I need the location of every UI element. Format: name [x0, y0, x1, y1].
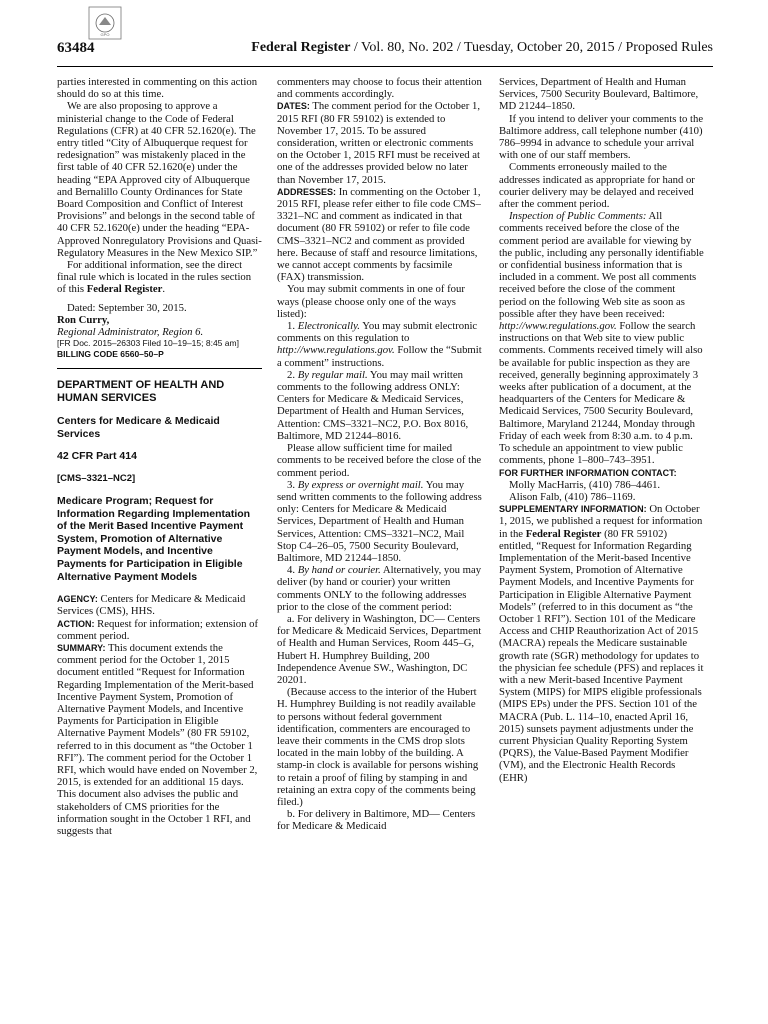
contact: Molly MacHarris, (410) 786–4461. — [509, 478, 661, 491]
department-heading: DEPARTMENT OF HEALTH AND HUMAN SERVICES — [57, 379, 225, 405]
action-line: ACTION: Request for information; extension of comment period. — [57, 617, 259, 642]
subagency-heading: Centers for Medicare & Medicaid Services — [57, 415, 220, 440]
paragraph: If you intend to deliver your comments to the Baltimore address, call telephone number (410) 786–9994 in advance to schedule your arrival with one of our staff members. — [499, 112, 704, 162]
running-title — [251, 40, 713, 56]
header-rule — [57, 66, 713, 67]
signer-name: Ron Curry, — [57, 313, 110, 326]
document-title: Medicare Program; Request for Information Regarding Implementation of the Merit Based Incentive Payment System, Promotion of Alternative Payment Models, and Incentive Payments for Participation in Eligible Alternative Payment Models — [57, 494, 251, 583]
paragraph: We are also proposing to approve a ministerial change to the Code of Federal Regulations (CFR) at 40 CFR 52.1620(e). The entry titled “City of Albuquerque request for redesignation” was mistakenly placed in the first table of 40 CFR 52.1620(e) under the heading “EPA Approved city of Albuquerque and Bernalillo County Ordinances for State Board Composition and Conflict of Interest Provisions” and belongs in the second table of 40 CFR 52.1620(e) under the heading “EPA-Approved Nonregulatory Provisions and Quasi-Regulatory Measures in the New Mexico SIP.” — [57, 100, 262, 259]
paragraph: a. For delivery in Washington, DC— Centers for Medicare & Medicaid Services, Department of Health and Human Services, Room 445–G, Hubert H. Humphrey Building, 200 Independence Avenue SW., Washington, DC 20201. — [277, 612, 482, 686]
further-info-heading: FOR FURTHER INFORMATION CONTACT: — [499, 467, 677, 478]
paragraph: Please allow sufficient time for mailed comments to be received before the close of the comment period. — [277, 442, 482, 479]
billing-code: BILLING CODE 6560–50–P — [57, 349, 164, 360]
page-header — [57, 40, 713, 60]
paragraph: You may submit comments in one of four ways (please choose only one of the ways listed): — [277, 283, 465, 320]
list-item: 1. Electronically. You may submit electronic comments on this regulation to http://www.regulations.gov. Follow the “Submit a comment” instructions. — [277, 320, 482, 369]
docket-number: [CMS–3321–NC2] — [57, 472, 136, 484]
regulations-link: http://www.regulations.gov. — [499, 320, 617, 333]
paragraph: Services, Department of Health and Human Services, 7500 Security Boulevard, Baltimore, MD 21244–1850. — [499, 76, 699, 113]
fr-doc-line: [FR Doc. 2015–26303 Filed 10–19–15; 8:45 am] — [57, 338, 239, 349]
column-3 — [499, 76, 704, 784]
column-1 — [57, 76, 262, 837]
publication-name: Federal Register — [251, 40, 351, 55]
column-2 — [277, 76, 482, 833]
supplementary-information: SUPPLEMENTARY INFORMATION: On October 1, 2015, we published a request for information in the Federal Register (80 FR 59102) entitled, “Request for Information Regarding Implementation of the Merit-based Incentive Payment System, Promotion of Alternative Payment Models, and Incentive Payments for Participation in Eligible Alternative Payment Models” (referred to in this document as “the October 1 RFI”). Section 101 of the Medicare Access and CHIP Reauthorization Act of 2015 (MACRA) repeals the Medicare sustainable growth rate (SGR) methodology for updates to the physician fee schedule (PFS) and replaces it with a new Merit-based Incentive Payment System (MIPS) for MIPS eligible professionals (MIPS EPs) under the PFS. Section 101 of the MACRA (Pub. L. 114–10, enacted April 16, 2015) sunsets payment adjustments under the current Physician Quality Reporting System (PQRS), the Value-Based Payment Modifier (VM), and the Electronic Health Records (EHR) — [499, 503, 704, 784]
summary: SUMMARY: This document extends the comment period for the October 1, 2015 document entitled “Request for Information Regarding Implementation of the Merit-based Incentive Payment System, Promotion of Alternative Payment Models, and Incentive Payments for Participation in Eligible Alternative Payment Models” (80 FR 59102, referred to in this document as “the October 1 RFI”). The comment period for the October 1 RFI, which would have ended on November 2, 2015, is extended for an additional 15 days. This document also advises the public and stakeholders of CMS priorities for the information sought in the October 1 RFI, and suggests that — [57, 641, 258, 837]
signer-title: Regional Administrator, Region 6. — [57, 326, 204, 339]
cfr-part: 42 CFR Part 414 — [57, 450, 137, 463]
inspection-paragraph: Inspection of Public Comments: All comments received before the close of the comment period are available for viewing by the public, including any personally identifiable or confidential business information that is included in a comment. We post all comments received before the close of the comment period on the following Web site as soon as possible after they have been received: http://www.regulations.gov. Follow the search instructions on that Web site to view public comments. Comments received timely will also be available for public inspection as they are received, generally beginning approximately 3 weeks after publication of a document, at the headquarters of the Centers for Medicare & Medicaid Services, 7500 Security Boulevard, Baltimore, Maryland 21244, Monday through Friday of each week from 8:30 a.m. to 4 p.m. To schedule an appointment to view public comments, phone 1–800–743–3951. — [499, 210, 704, 467]
paragraph: Comments erroneously mailed to the addresses indicated as appropriate for hand or courier delivery may be delayed and received after the comment period. — [499, 161, 695, 211]
list-item: 3. By express or overnight mail. You may send written comments to the following address only: Centers for Medicare & Medicaid Services, Department of Health and Human Services, Attention: CMS–3321–NC2, Mail Stop C4–26–05, 7500 Security Boulevard, Baltimore, MD 21244–1850. — [277, 478, 482, 564]
dates-section: DATES: The comment period for the October 1, 2015 RFI (80 FR 59102) is extended to November 17, 2015. To be assured consideration, written or electronic comments on the October 1, 2015 RFI must be received at one of the addresses provided below no later than November 17, 2015. — [277, 100, 481, 186]
svg-text:GPO: GPO — [100, 32, 110, 37]
dated-line: Dated: September 30, 2015. — [67, 301, 187, 314]
contact: Alison Falb, (410) 786–1169. — [509, 490, 636, 503]
list-item: 4. By hand or courier. Alternatively, you may deliver (by hand or courier) your written comments ONLY to the following addresses prior to the close of the comment period: — [277, 564, 482, 613]
paragraph: parties interested in commenting on this action should do so at this time. — [57, 76, 258, 101]
agency-line: AGENCY: Centers for Medicare & Medicaid Services (CMS), HHS. — [57, 593, 246, 618]
issue-details: / Vol. 80, No. 202 / Tuesday, October 20, 2015 / Proposed Rules — [350, 40, 713, 55]
addresses-section: ADDRESSES: In commenting on the October 1, 2015 RFI, please refer either to file code CMS–3321–NC and comment as indicated in that document (80 FR 59102) or refer to file code CMS–3321–NC2 and comment as provided here. Because of staff and resource limitations, we cannot accept comments by facsimile (FAX) transmission. — [277, 185, 481, 284]
regulations-link: http://www.regulations.gov. — [277, 344, 395, 357]
list-item: 2. By regular mail. You may mail written comments to the following address ONLY: Centers for Medicare & Medicaid Services, Department of Health and Human Services, Attention: CMS–3321–NC2, P.O. Box 8016, Baltimore, MD 21244–8016. — [277, 368, 469, 442]
gpo-authenticated-seal-icon — [88, 6, 122, 40]
page-number: 63484 — [57, 40, 95, 56]
paragraph: b. For delivery in Baltimore, MD— Centers for Medicare & Medicaid — [277, 808, 476, 833]
paragraph: For additional information, see the direct final rule which is located in the rules section of this Federal Register. — [57, 259, 252, 296]
paragraph: (Because access to the interior of the Hubert H. Humphrey Building is not readily available to persons without federal government identification, commenters are encouraged to leave their comments in the CMS drop slots located in the main lobby of the building. A stamp-in clock is available for persons wishing to retain a proof of filing by stamping in and retaining an extra copy of the comments being filed.) — [277, 686, 479, 808]
section-divider — [57, 368, 262, 369]
paragraph: commenters may choose to focus their attention and comments accordingly. — [277, 76, 482, 101]
